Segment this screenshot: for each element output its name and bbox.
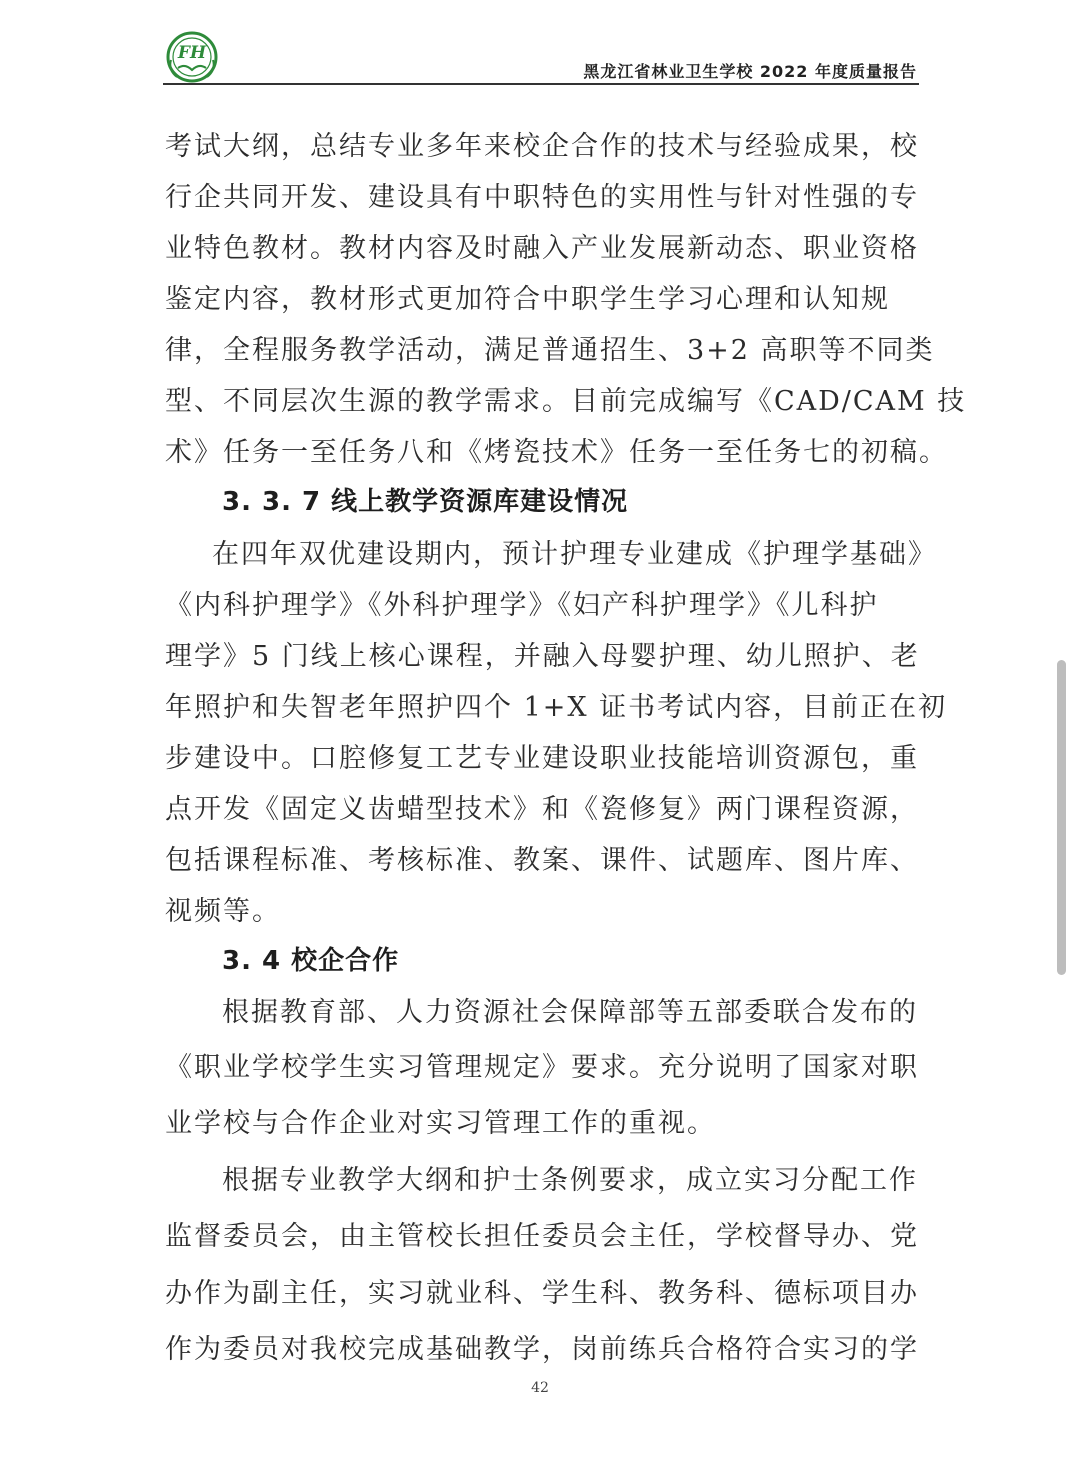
paragraph-line: 考试大纲，总结专业多年来校企合作的技术与经验成果，校 [165,131,919,162]
paragraph-line: 业学校与合作企业对实习管理工作的重视。 [165,1108,716,1139]
section-heading-3-4: 3. 4 校企合作 [222,946,400,976]
page-header [163,28,919,84]
paragraph-line: 监督委员会，由主管校长担任委员会主任，学校督导办、党 [165,1221,919,1252]
paragraph-line: 点开发《固定义齿蜡型技术》和《瓷修复》两门课程资源， [165,794,919,825]
paragraph-line: 行企共同开发、建设具有中职特色的实用性与针对性强的专 [165,182,919,213]
paragraph-line: 根据专业教学大纲和护士条例要求，成立实习分配工作 [222,1165,918,1196]
paragraph-line: 在四年双优建设期内，预计护理专业建成《护理学基础》 [212,539,937,570]
paragraph-line: 术》任务一至任务八和《烤瓷技术》任务一至任务七的初稿。 [165,437,948,468]
paragraph-line: 办作为副主任，实习就业科、学生科、教务科、德标项目办 [165,1278,919,1309]
paragraph-line: 律，全程服务教学活动，满足普通招生、3+2 高职等不同类 [165,335,935,366]
paragraph-line: 理学》5 门线上核心课程，并融入母婴护理、幼儿照护、老 [165,641,920,672]
header-divider [163,83,919,85]
paragraph-line: 《内科护理学》《外科护理学》《妇产科护理学》《儿科护 [165,590,879,621]
vertical-scrollbar[interactable] [1057,660,1066,975]
section-heading-3-3-7: 3. 3. 7 线上教学资源库建设情况 [222,487,629,517]
paragraph-line: 《职业学校学生实习管理规定》要求。充分说明了国家对职 [165,1052,919,1083]
report-title: 黑龙江省林业卫生学校 2022 年度质量报告 [583,62,917,81]
paragraph-line: 鉴定内容，教材形式更加符合中职学生学习心理和认知规 [165,284,890,315]
paragraph-line: 业特色教材。教材内容及时融入产业发展新动态、职业资格 [165,233,919,264]
paragraph-line: 包括课程标准、考核标准、教案、课件、试题库、图片库、 [165,845,919,876]
paragraph-line: 根据教育部、人力资源社会保障部等五部委联合发布的 [222,997,918,1028]
paragraph-line: 作为委员对我校完成基础教学，岗前练兵合格符合实习的学 [165,1334,919,1365]
paragraph-line: 型、不同层次生源的教学需求。目前完成编写《CAD/CAM 技 [165,386,967,417]
svg-text:FH: FH [177,43,207,63]
paragraph-line: 年照护和失智老年照护四个 1+X 证书考试内容，目前正在初 [165,692,948,723]
page-number: 42 [531,1380,549,1396]
paragraph-line: 步建设中。口腔修复工艺专业建设职业技能培训资源包，重 [165,743,919,774]
school-logo-icon [165,30,219,84]
paragraph-line: 视频等。 [165,896,281,927]
